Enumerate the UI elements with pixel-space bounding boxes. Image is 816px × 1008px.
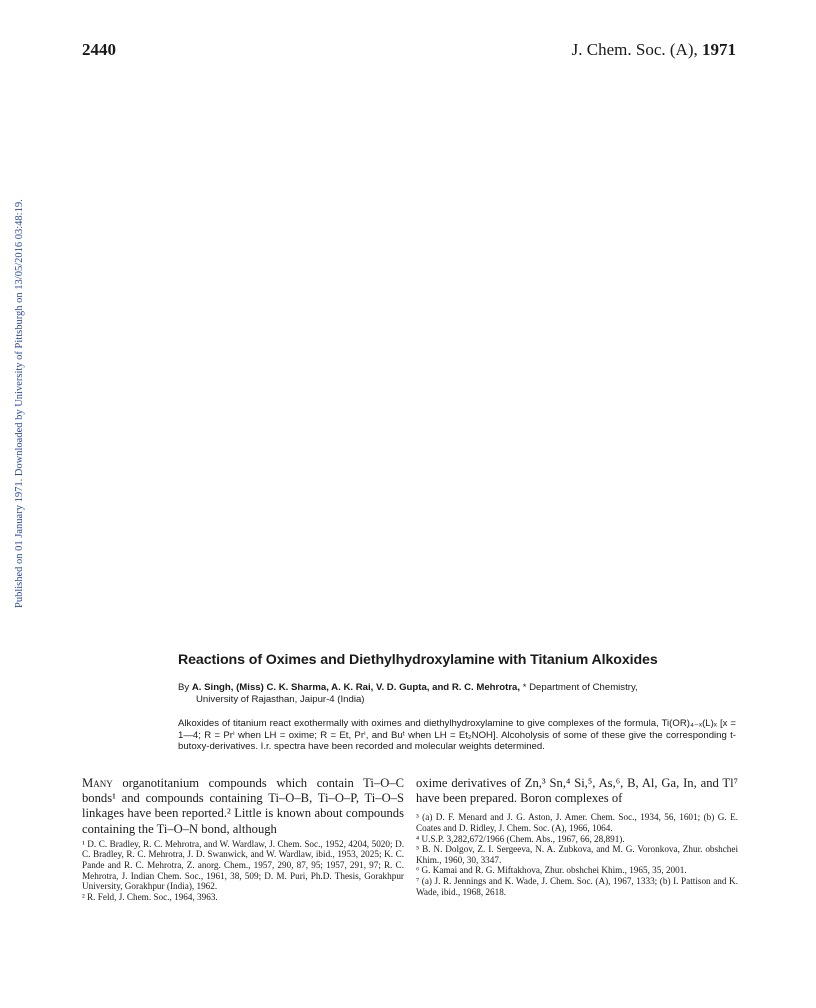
journal-year: 1971 <box>702 40 736 59</box>
abstract: Alkoxides of titanium react exothermally with oximes and diethylhydroxylamine to give complexes of the formula, Ti(OR)₄₋ₓ(L)ₓ [x = 1—4; R = Prⁱ when LH = oxime; R = Et, Prⁱ, and Buᵗ when LH = Et₂NOH]. Alcoholysis of some of these give the corresponding t-butoxy-derivatives. I.r. spectra have been recorded and molecular weights determined. <box>178 718 737 752</box>
download-watermark-text: Published on 01 January 1971. Downloaded by University of Pittsburgh on 13/05/2016 03:48:19. <box>14 199 25 608</box>
footnote-1: ¹ D. C. Bradley, R. C. Mehrotra, and W. Wardlaw, J. Chem. Soc., 1952, 4204, 5020; D. C. Bradley, R. C. Mehrotra, J. D. Swanwick, and W. Wardlaw, ibid., 1953, 2025; K. C. Pande and R. C. Mehrotra, Z. anorg. Chem., 1957, 290, 87, 95; 1957, 291, 97; R. C. Mehrotra, J. Indian Chem. Soc., 1961, 38, 509; D. M. Puri, Ph.D. Thesis, Gorakhpur University, Gorakhpur (India), 1962. <box>82 838 404 892</box>
page-number: 2440 <box>82 40 116 59</box>
intro-paragraph-right: oxime derivatives of Zn,³ Sn,⁴ Si,⁵, As,⁶, B, Al, Ga, In, and Tl⁷ have been prepared. Boron complexes of <box>416 776 738 806</box>
journal-name: J. Chem. Soc. (A), <box>571 40 702 59</box>
author-names: A. Singh, (Miss) C. K. Sharma, A. K. Rai, V. D. Gupta, and R. C. Mehrotra, <box>191 682 521 693</box>
footnote-3: ³ (a) D. F. Menard and J. G. Aston, J. Amer. Chem. Soc., 1934, 56, 1601; (b) G. E. Coates and D. Ridley, J. Chem. Soc. (A), 1966, 1064. <box>416 812 738 833</box>
affiliation-university: University of Rajasthan, Jaipur-4 (India) <box>196 694 365 705</box>
footnote-6: ⁶ G. Kamai and R. G. Miftakhova, Zhur. obshchei Khim., 1965, 35, 2001. <box>416 865 687 876</box>
footnote-2: ² R. Feld, J. Chem. Soc., 1964, 3963. <box>82 891 218 902</box>
footnotes-right <box>416 812 738 897</box>
footnote-4: ⁴ U.S.P. 3,282,672/1966 (Chem. Abs., 1967, 66, 28,891). <box>416 833 625 844</box>
byline-by: By <box>178 682 190 693</box>
article-title: Reactions of Oximes and Diethylhydroxylamine with Titanium Alkoxides <box>178 652 658 668</box>
journal-header <box>572 40 736 60</box>
footnote-7: ⁷ (a) J. R. Jennings and K. Wade, J. Chem. Soc. (A), 1967, 1333; (b) I. Pattison and K. Wade, ibid., 1968, 2618. <box>416 875 738 897</box>
intro-lead-word: Many <box>82 776 113 790</box>
intro-text-left: organotitanium compounds which contain Ti–O–C bonds¹ and compounds containing Ti–O–B, Ti–O–P, Ti–O–S linkages have been reported.² Little is known about compounds containing the Ti–O–N bond, although <box>82 776 404 836</box>
affiliation-department: * Department of Chemistry, <box>522 682 638 693</box>
right-column <box>416 776 738 897</box>
author-byline <box>178 682 738 706</box>
left-column <box>82 776 404 902</box>
footnotes-left <box>82 839 404 903</box>
footnote-5: ⁵ B. N. Dolgov, Z. I. Sergeeva, N. A. Zubkova, and M. G. Voronkova, Zhur. obshchei Khim., 1960, 30, 3347. <box>416 844 738 865</box>
intro-paragraph-left <box>82 776 404 837</box>
